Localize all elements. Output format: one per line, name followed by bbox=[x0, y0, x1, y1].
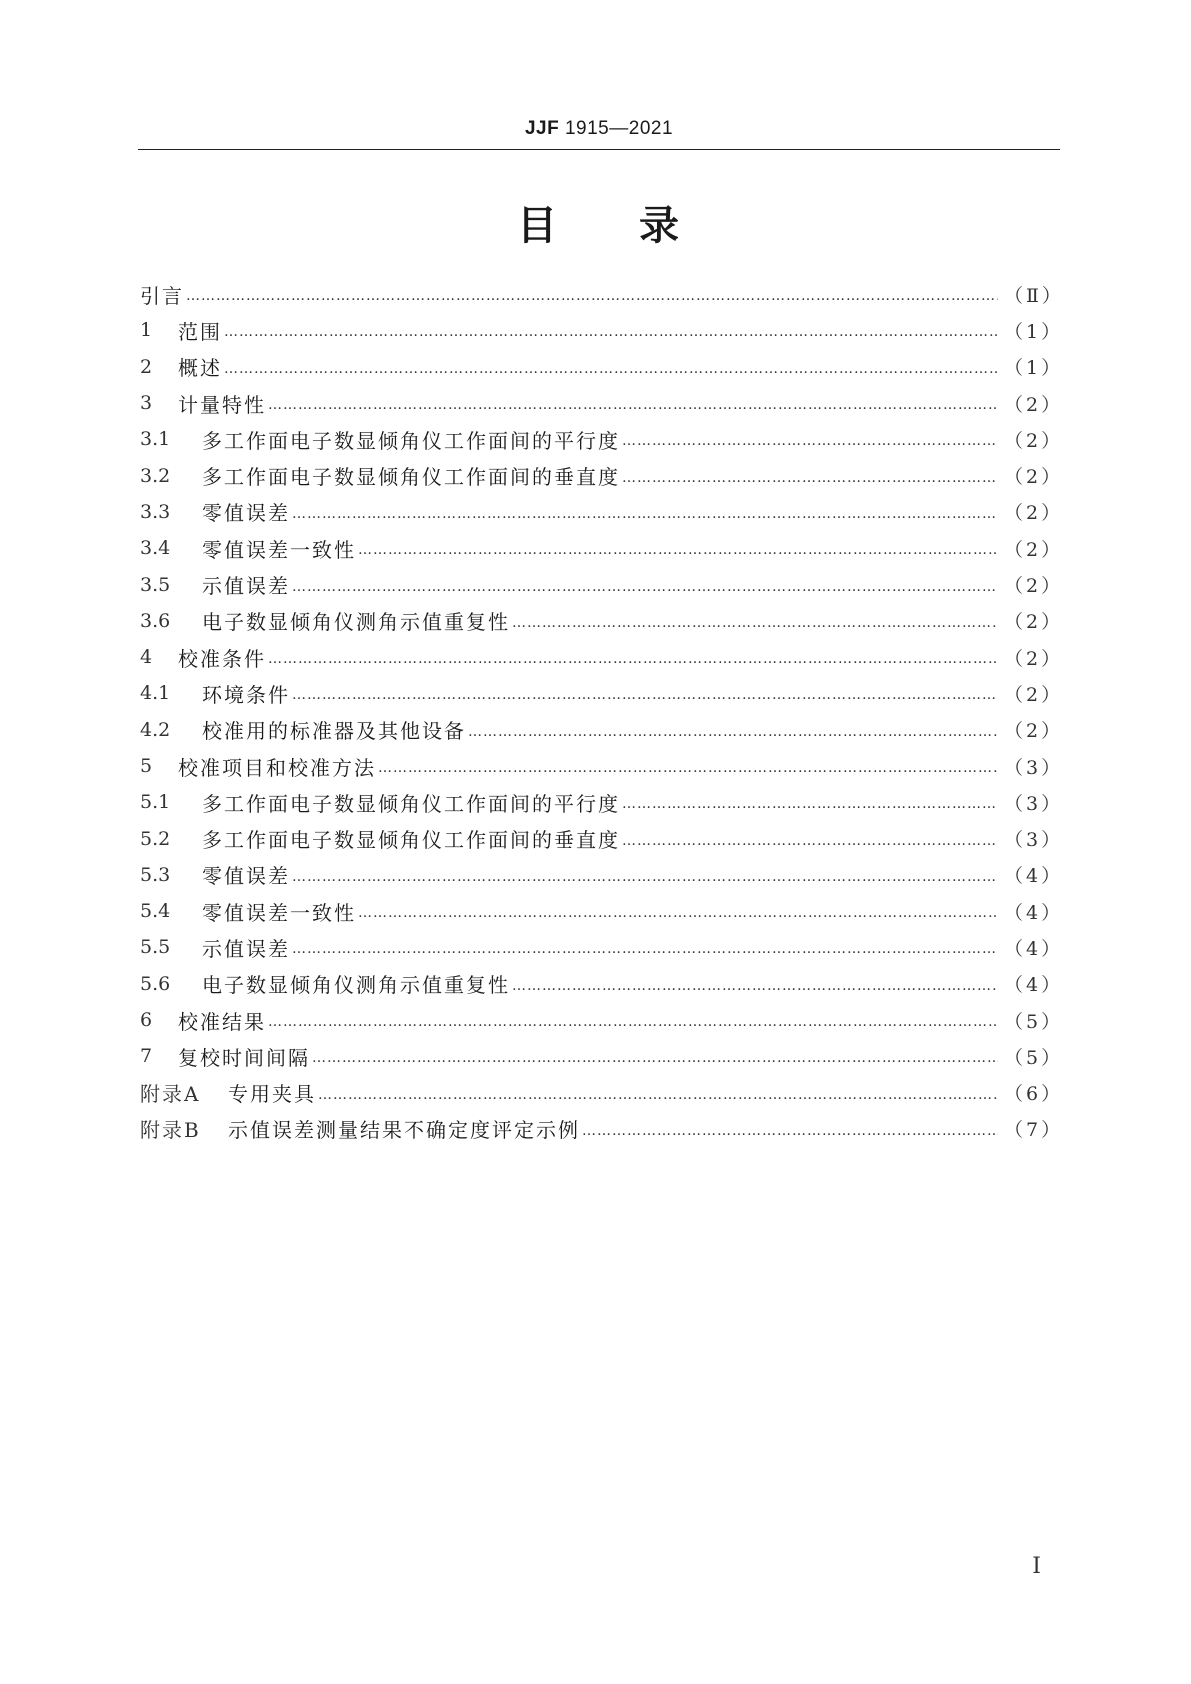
toc-entry-page: （2） bbox=[1004, 720, 1064, 743]
toc-entry-number: 3.4 bbox=[140, 537, 171, 560]
toc-entry[interactable] bbox=[140, 494, 1064, 530]
toc-entry-page: （1） bbox=[1004, 357, 1064, 380]
title-char-left: 目 bbox=[517, 203, 559, 249]
toc-entry-number: 5.6 bbox=[140, 972, 171, 995]
toc-entry-label: 校准用的标准器及其他设备 bbox=[202, 719, 466, 744]
toc-dot-leader bbox=[224, 324, 998, 340]
toc-entry-label: 零值误差一致性 bbox=[202, 537, 356, 562]
toc-dot-leader bbox=[512, 615, 998, 631]
toc-entry-page: （2） bbox=[1004, 393, 1064, 416]
document-code-prefix: JJF bbox=[524, 118, 560, 139]
toc-entry-number: 1 bbox=[140, 319, 153, 342]
toc-entry[interactable] bbox=[140, 1038, 1064, 1074]
toc-entry[interactable] bbox=[140, 966, 1064, 1002]
toc-entry[interactable] bbox=[140, 712, 1064, 748]
toc-entry[interactable] bbox=[140, 1002, 1064, 1038]
toc-entry[interactable] bbox=[140, 820, 1064, 856]
toc-entry-label: 环境条件 bbox=[202, 682, 290, 707]
toc-entry[interactable] bbox=[140, 857, 1064, 893]
toc-entry-number: 5 bbox=[140, 755, 153, 777]
toc-entry-label: 计量特性 bbox=[178, 392, 266, 417]
toc-dot-leader bbox=[268, 1014, 998, 1030]
page-number: Ⅰ bbox=[1032, 1554, 1041, 1579]
toc-entry-number: 5.5 bbox=[140, 936, 171, 959]
toc-entry-number: 附录B bbox=[140, 1118, 201, 1143]
title-char-right: 录 bbox=[639, 203, 681, 249]
toc-entry[interactable] bbox=[140, 276, 1064, 312]
toc-entry-label: 校准结果 bbox=[178, 1009, 266, 1034]
toc-entry-number: 5.3 bbox=[140, 863, 171, 886]
toc-entry-page: （4） bbox=[1004, 937, 1064, 960]
toc-dot-leader bbox=[292, 687, 998, 703]
toc-dot-leader bbox=[622, 470, 998, 486]
toc-entry[interactable] bbox=[140, 929, 1064, 965]
toc-entry-page: （1） bbox=[1004, 320, 1064, 343]
toc-entry-number: 3.1 bbox=[140, 428, 171, 451]
toc-entry-page: （2） bbox=[1004, 466, 1064, 489]
toc-entry-number: 3.2 bbox=[140, 464, 171, 487]
toc-entry-label: 示值误差测量结果不确定度评定示例 bbox=[228, 1118, 580, 1143]
toc-entry[interactable] bbox=[140, 1075, 1064, 1111]
toc-entry[interactable] bbox=[140, 784, 1064, 820]
toc-dot-leader bbox=[358, 542, 998, 558]
toc-dot-leader bbox=[582, 1123, 998, 1139]
toc-entry[interactable] bbox=[140, 603, 1064, 639]
table-of-contents bbox=[140, 276, 1064, 1147]
toc-entry-label: 电子数显倾角仪测角示值重复性 bbox=[202, 973, 510, 998]
toc-entry-page: （5） bbox=[1004, 1046, 1064, 1069]
toc-entry-number: 7 bbox=[140, 1045, 153, 1068]
toc-entry-page: （7） bbox=[1004, 1119, 1064, 1142]
toc-entry[interactable] bbox=[140, 457, 1064, 493]
toc-entry-label: 多工作面电子数显倾角仪工作面间的平行度 bbox=[202, 791, 620, 816]
toc-entry-number: 4 bbox=[140, 646, 153, 669]
toc-entry[interactable] bbox=[140, 385, 1064, 421]
toc-entry-label: 零值误差 bbox=[202, 501, 290, 526]
toc-entry[interactable] bbox=[140, 748, 1064, 784]
toc-entry-number: 4.1 bbox=[140, 682, 171, 705]
toc-dot-leader bbox=[378, 760, 998, 776]
toc-entry-label: 范围 bbox=[178, 319, 222, 344]
toc-dot-leader bbox=[512, 978, 998, 994]
toc-dot-leader bbox=[292, 506, 998, 522]
toc-dot-leader bbox=[468, 724, 998, 740]
toc-entry-page: （2） bbox=[1004, 538, 1064, 561]
toc-entry[interactable] bbox=[140, 893, 1064, 929]
toc-entry-number: 3 bbox=[140, 392, 153, 415]
toc-entry-label: 校准项目和校准方法 bbox=[178, 755, 376, 780]
toc-entry-page: （5） bbox=[1004, 1010, 1064, 1033]
toc-entry-page: （3） bbox=[1004, 792, 1064, 815]
toc-entry-page: （4） bbox=[1004, 974, 1064, 997]
toc-dot-leader bbox=[186, 288, 998, 304]
toc-entry-label: 示值误差 bbox=[202, 936, 290, 961]
toc-entry-page: （3） bbox=[1004, 829, 1064, 852]
toc-entry-page: （Ⅱ） bbox=[1004, 284, 1064, 307]
toc-entry-number: 附录A bbox=[140, 1082, 201, 1107]
toc-entry[interactable] bbox=[140, 566, 1064, 602]
toc-dot-leader bbox=[622, 833, 998, 849]
toc-entry[interactable] bbox=[140, 675, 1064, 711]
toc-entry-page: （2） bbox=[1004, 502, 1064, 525]
toc-entry-label: 多工作面电子数显倾角仪工作面间的平行度 bbox=[202, 428, 620, 453]
toc-entry-number: 5.2 bbox=[140, 827, 171, 850]
toc-entry[interactable] bbox=[140, 349, 1064, 385]
toc-entry-page: （2） bbox=[1004, 647, 1064, 670]
toc-entry-label: 校准条件 bbox=[178, 646, 266, 671]
toc-entry[interactable] bbox=[140, 312, 1064, 348]
document-code-number: 1915—2021 bbox=[559, 118, 674, 139]
toc-entry-page: （4） bbox=[1004, 901, 1064, 924]
toc-entry-number: 5.1 bbox=[140, 791, 171, 814]
toc-entry-label: 多工作面电子数显倾角仪工作面间的垂直度 bbox=[202, 828, 620, 853]
toc-entry-label: 示值误差 bbox=[202, 574, 290, 599]
toc-entry-number: 6 bbox=[140, 1009, 153, 1032]
toc-entry-page: （2） bbox=[1004, 429, 1064, 452]
toc-dot-leader bbox=[224, 361, 998, 377]
toc-entry-label: 零值误差一致性 bbox=[202, 900, 356, 925]
document-code-header bbox=[138, 118, 1060, 140]
toc-dot-leader bbox=[622, 433, 998, 449]
toc-entry-number: 5.4 bbox=[140, 900, 171, 923]
toc-entry-label: 多工作面电子数显倾角仪工作面间的垂直度 bbox=[202, 465, 620, 490]
toc-entry-label: 零值误差 bbox=[202, 864, 290, 889]
toc-entry[interactable] bbox=[140, 421, 1064, 457]
toc-entry-page: （2） bbox=[1004, 611, 1064, 634]
toc-entry-page: （4） bbox=[1004, 865, 1064, 888]
page-title bbox=[138, 194, 1060, 251]
toc-entry[interactable] bbox=[140, 639, 1064, 675]
toc-entry-number: 2 bbox=[140, 355, 153, 378]
toc-entry[interactable] bbox=[140, 1111, 1064, 1147]
toc-dot-leader bbox=[268, 651, 998, 667]
header-rule bbox=[138, 149, 1060, 150]
toc-entry-label: 概述 bbox=[178, 356, 222, 381]
toc-entry-page: （2） bbox=[1004, 575, 1064, 598]
toc-entry-number: 4.2 bbox=[140, 718, 171, 741]
toc-dot-leader bbox=[292, 869, 998, 885]
toc-entry-label: 电子数显倾角仪测角示值重复性 bbox=[202, 610, 510, 635]
toc-dot-leader bbox=[268, 397, 998, 413]
toc-entry-label: 引言 bbox=[140, 283, 184, 308]
toc-entry-page: （3） bbox=[1004, 756, 1064, 779]
toc-entry-label: 复校时间间隔 bbox=[178, 1045, 310, 1070]
toc-entry-number: 3.5 bbox=[140, 573, 171, 596]
toc-dot-leader bbox=[312, 1050, 998, 1066]
toc-dot-leader bbox=[292, 941, 998, 957]
toc-entry-label: 专用夹具 bbox=[228, 1082, 316, 1107]
toc-entry[interactable] bbox=[140, 530, 1064, 566]
toc-entry-page: （2） bbox=[1004, 683, 1064, 706]
toc-dot-leader bbox=[358, 905, 998, 921]
toc-entry-number: 3.6 bbox=[140, 609, 171, 632]
toc-dot-leader bbox=[622, 796, 998, 812]
toc-dot-leader bbox=[292, 579, 998, 595]
toc-entry-number: 3.3 bbox=[140, 500, 171, 523]
toc-dot-leader bbox=[318, 1087, 998, 1103]
toc-entry-page: （6） bbox=[1004, 1083, 1064, 1106]
